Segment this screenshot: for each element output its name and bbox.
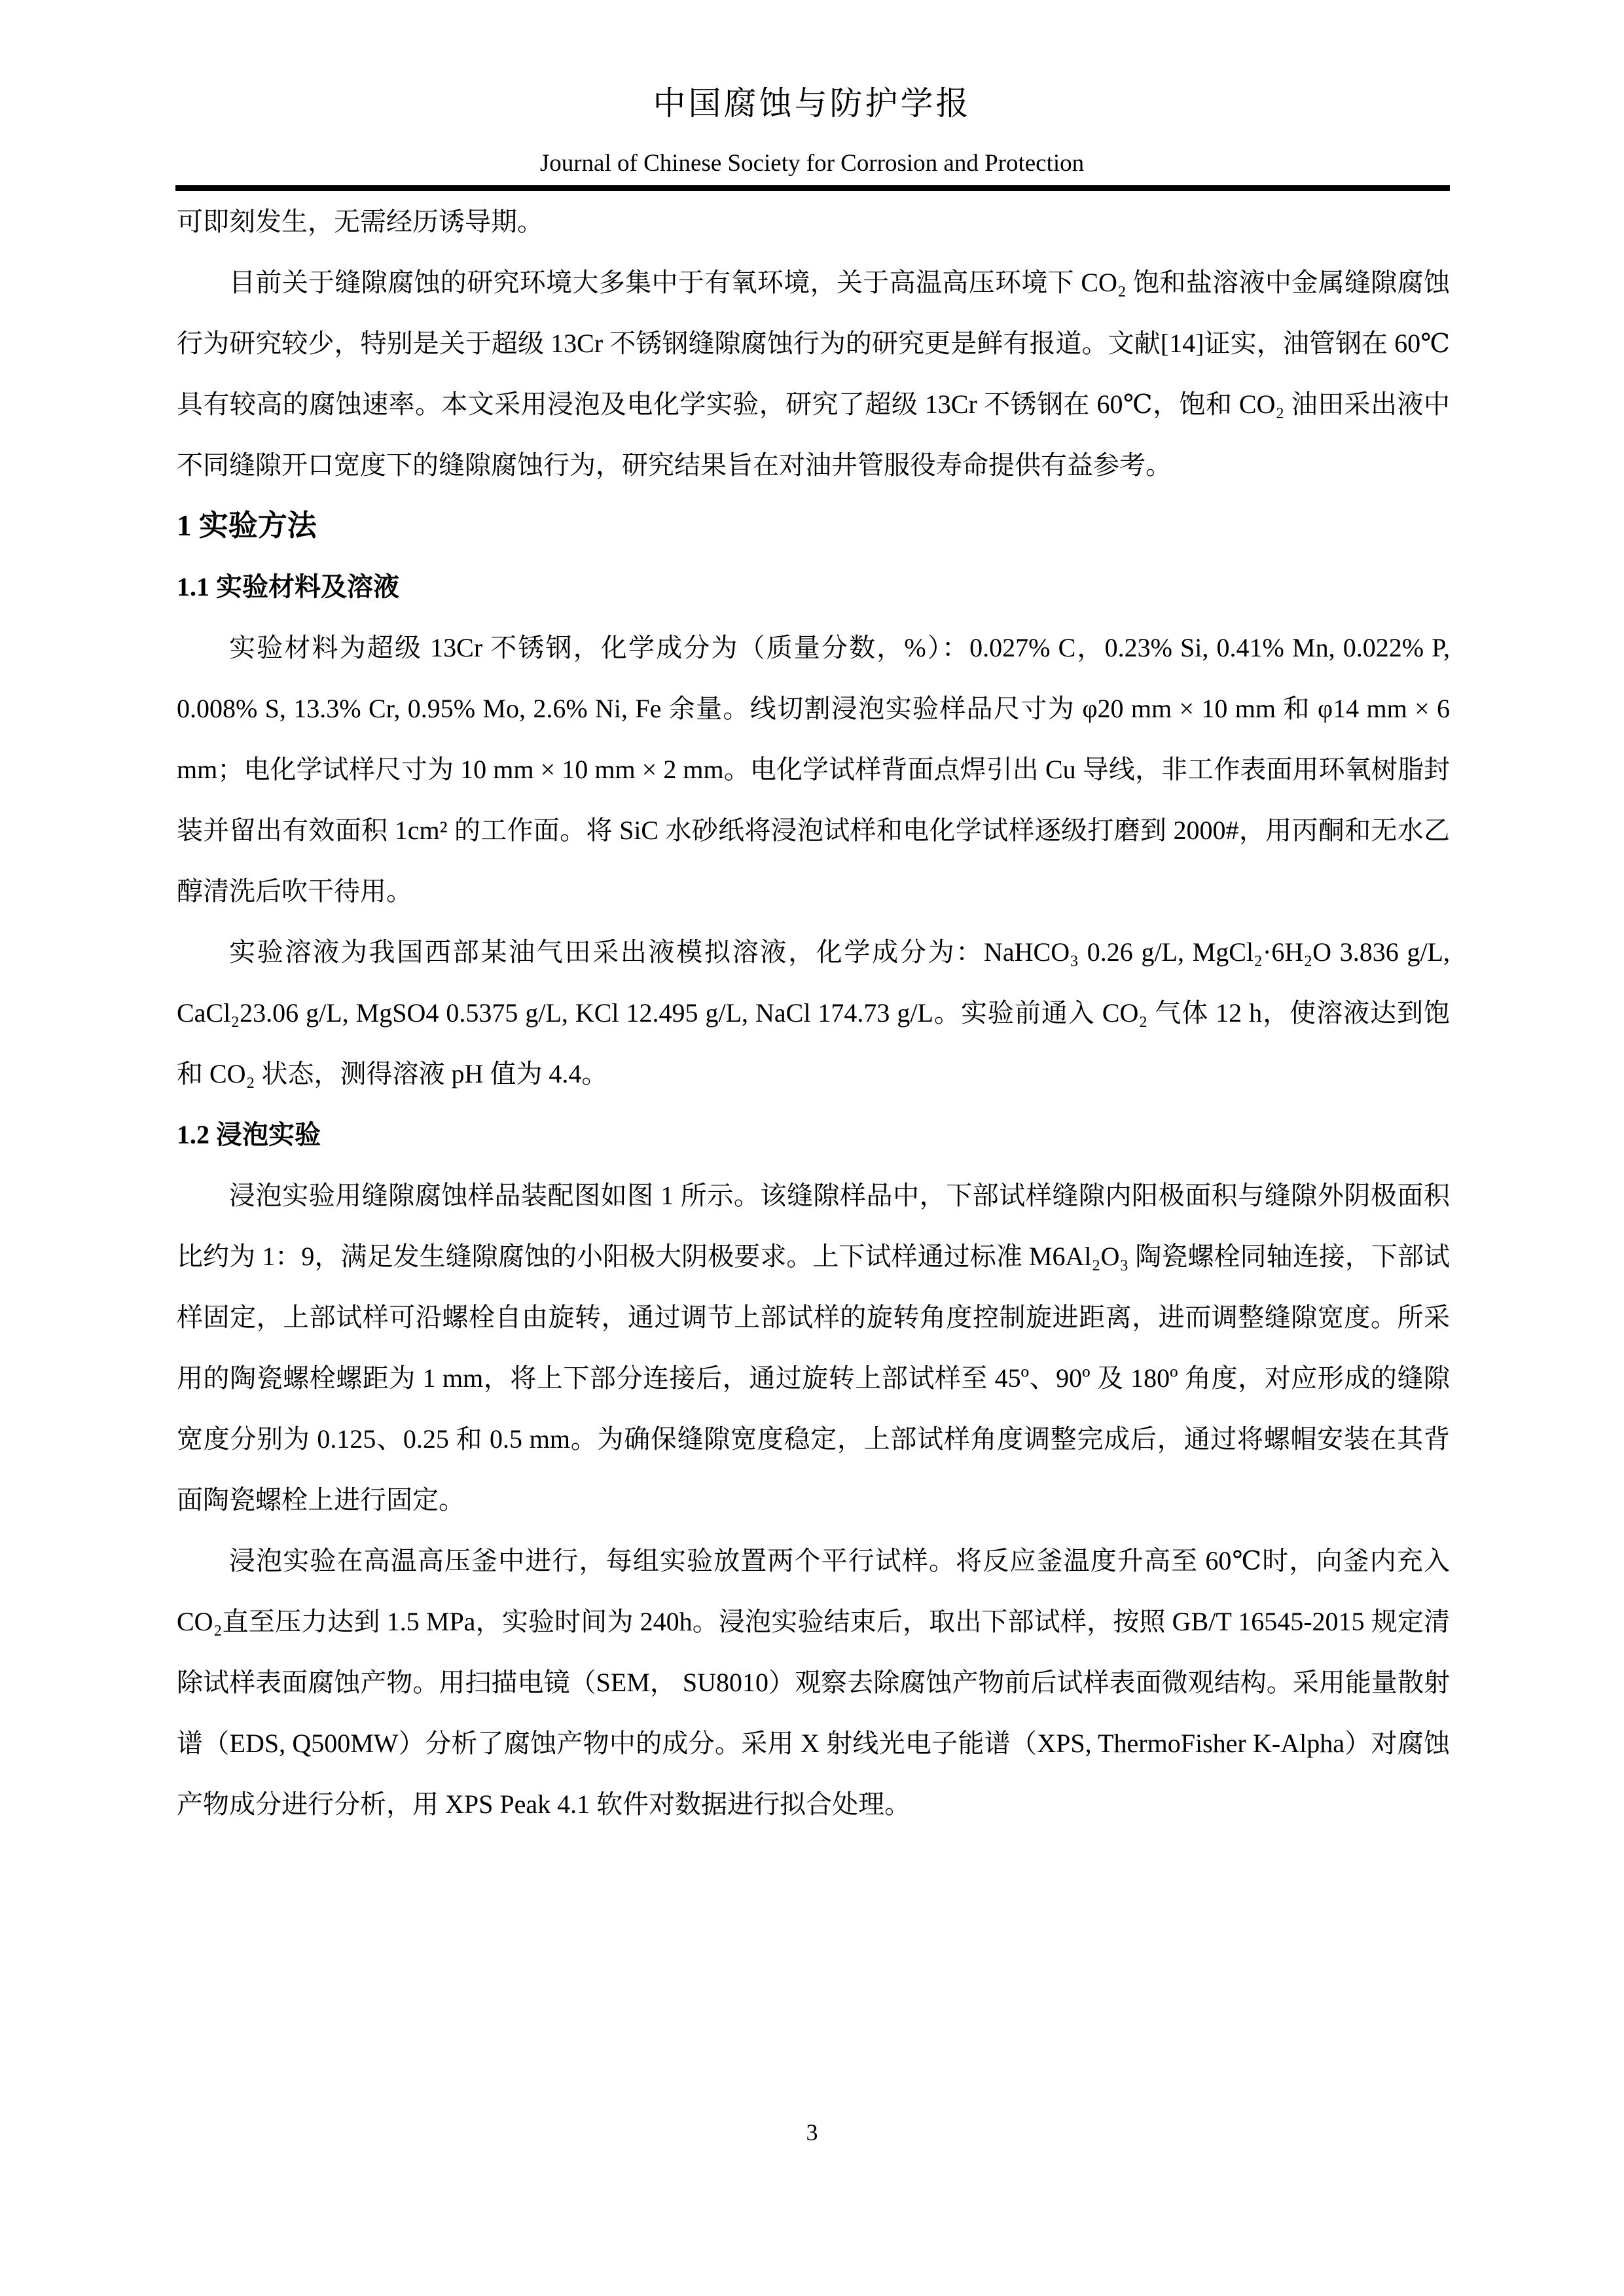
section-1-2-heading: 1.2 浸泡实验 bbox=[177, 1120, 321, 1149]
header-rule bbox=[175, 185, 1450, 191]
page-footer bbox=[0, 2119, 1624, 2145]
article-body bbox=[177, 191, 1450, 1835]
paragraph-continuation: 可即刻发生，无需经历诱导期。 bbox=[177, 207, 543, 236]
paragraph-immersion-setup: 浸泡实验用缝隙腐蚀样品装配图如图 1 所示。该缝隙样品中，下部试样缝隙内阳极面积与缝隙外阴极面积比约为 1：9，满足发生缝隙腐蚀的小阳极大阴极要求。上下试样通过标准 M6Al₂O₃ 陶瓷螺栓同轴连接，下部试样固定，上部试样可沿螺栓自由旋转，通过调节上部试样的旋转角度控制旋进距离，进而调整缝隙宽度。所采用的陶瓷螺栓螺距为 1 mm，将上下部分连接后，通过旋转上部试样至 45º、90º 及 180º 角度，对应形成的缝隙宽度分别为 0.125、0.25 和 0.5 mm。为确保缝隙宽度稳定，上部试样角度调整完成后，通过将螺帽安装在其背面陶瓷螺栓上进行固定。 bbox=[177, 1181, 1450, 1515]
paragraph-solution: 实验溶液为我国西部某油气田采出液模拟溶液，化学成分为：NaHCO₃ 0.26 g/L, MgCl₂·6H₂O 3.836 g/L, CaCl₂23.06 g/L, MgSO4 0.5375 g/L, KCl 12.495 g/L, NaCl 174.73 g/L。实验前通入 CO₂ 气体 12 h，使溶液达到饱和 CO₂ 状态，测得溶液 pH 值为 4.4。 bbox=[177, 937, 1450, 1088]
section-1-1-heading: 1.1 实验材料及溶液 bbox=[177, 572, 399, 601]
paragraph-immersion-procedure: 浸泡实验在高温高压釜中进行，每组实验放置两个平行试样。将反应釜温度升高至 60℃时，向釜内充入 CO₂直至压力达到 1.5 MPa，实验时间为 240h。浸泡实验结束后，取出下部试样，按照 GB/T 16545-2015 规定清除试样表面腐蚀产物。用扫描电镜（SEM， SU8010）观察去除腐蚀产物前后试样表面微观结构。采用能量散射谱（EDS, Q500MW）分析了腐蚀产物中的成分。采用 X 射线光电子能谱（XPS, ThermoFisher K-Alpha）对腐蚀产物成分进行分析，用 XPS Peak 4.1 软件对数据进行拟合处理。 bbox=[177, 1546, 1450, 1819]
section-1-heading: 1 实验方法 bbox=[177, 509, 317, 542]
page-number: 3 bbox=[806, 2119, 818, 2145]
journal-title-cn: 中国腐蚀与防护学报 bbox=[653, 85, 971, 122]
paragraph-intro: 目前关于缝隙腐蚀的研究环境大多集中于有氧环境，关于高温高压环境下 CO₂ 饱和盐溶液中金属缝隙腐蚀行为研究较少，特别是关于超级 13Cr 不锈钢缝隙腐蚀行为的研究更是鲜有报道。文献[14]证实，油管钢在 60℃具有较高的腐蚀速率。本文采用浸泡及电化学实验，研究了超级 13Cr 不锈钢在 60℃，饱和 CO₂ 油田采出液中不同缝隙开口宽度下的缝隙腐蚀行为，研究结果旨在对油井管服役寿命提供有益参考。 bbox=[177, 268, 1450, 480]
journal-title-en: Journal of Chinese Society for Corrosion and Protection bbox=[539, 150, 1085, 177]
paragraph-materials: 实验材料为超级 13Cr 不锈钢，化学成分为（质量分数，%）：0.027% C，0.23% Si, 0.41% Mn, 0.022% P, 0.008% S, 13.3% Cr, 0.95% Mo, 2.6% Ni, Fe 余量。线切割浸泡实验样品尺寸为 φ20 mm × 10 mm 和 φ14 mm × 6 mm；电化学试样尺寸为 10 mm × 10 mm × 2 mm。电化学试样背面点焊引出 Cu 导线，非工作表面用环氧树脂封装并留出有效面积 1cm² 的工作面。将 SiC 水砂纸将浸泡试样和电化学试样逐级打磨到 2000#，用丙酮和无水乙醇清洗后吹干待用。 bbox=[177, 633, 1450, 906]
